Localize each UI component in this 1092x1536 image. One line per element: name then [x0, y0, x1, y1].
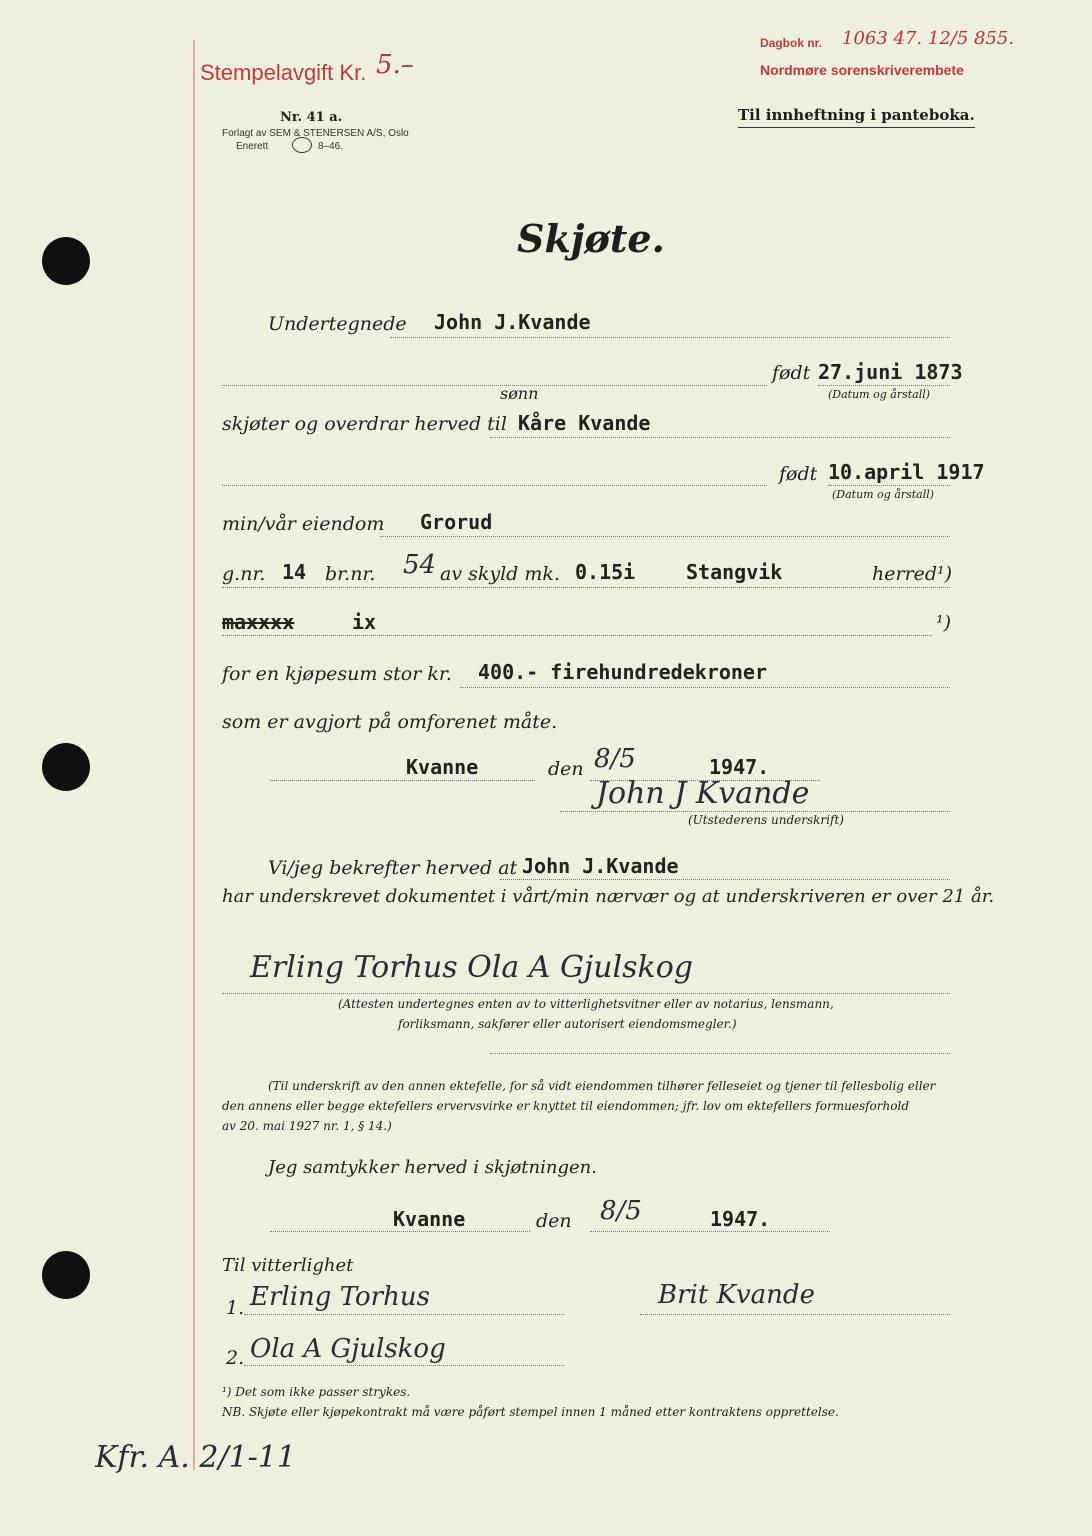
- skyld-value: 0.15i: [575, 560, 636, 584]
- punch-hole-1: [42, 237, 90, 285]
- footnote: ¹) Det som ikke passer strykes.: [222, 1385, 411, 1399]
- witness-2-line: [244, 1364, 564, 1366]
- journal-value: 1063 47. 12/5 855.: [842, 28, 1015, 49]
- seller-birth-date: 27.juni 1873: [818, 360, 963, 384]
- publisher-line-2: Enerett: [236, 141, 269, 152]
- buyer-name-line: [490, 436, 950, 438]
- property-label: min/vår eiendom: [222, 513, 385, 535]
- seller-born-label: født: [772, 362, 811, 384]
- attest-note-1: (Attesten undertegnes enten av to vitterlighetsvitner eller av notarius, lensmann,: [338, 997, 834, 1011]
- punch-hole-2: [42, 743, 90, 791]
- date-2-handwritten: 8/5: [600, 1196, 642, 1226]
- signature-line: [560, 810, 950, 812]
- seller-birth-line-left: [222, 384, 767, 386]
- seller-signature: John J Kvande: [596, 776, 810, 811]
- footnote-mark: ¹): [936, 612, 952, 634]
- issuer-hint: (Utstederens underskrift): [688, 813, 844, 827]
- spouse-note-3: av 20. mai 1927 nr. 1, § 14.): [222, 1119, 392, 1133]
- confirm-label: Vi/jeg bekrefter herved at: [268, 857, 518, 879]
- stamp-fee-label: Stempelavgift Kr.: [200, 60, 367, 85]
- punch-hole-3: [42, 1251, 90, 1299]
- witness-signature-line: [222, 992, 950, 994]
- second-row-line: [222, 634, 932, 636]
- price-line: [460, 686, 950, 688]
- property-line: [380, 535, 950, 537]
- publisher-line-1: Forlagt av SEM & STENERSEN A/S, Oslo: [222, 128, 409, 139]
- binding-note: Til innheftning i panteboka.: [738, 106, 975, 128]
- witness-1-number: 1.: [226, 1297, 245, 1319]
- gnr-label: g.nr.: [222, 563, 266, 585]
- publisher-logo-icon: [292, 137, 312, 153]
- confirm-line: [500, 878, 950, 880]
- journal-label: Dagbok nr.: [760, 36, 823, 50]
- witness-signatures: Erling Torhus Ola A Gjulskog: [250, 950, 693, 985]
- publisher-date: 8–46.: [318, 141, 344, 152]
- document-title: Skjøte.: [517, 216, 665, 261]
- second-row-text: ix: [352, 610, 377, 634]
- undersigned-name: John J.Kvande: [434, 310, 591, 334]
- buyer-birth-line: [828, 484, 950, 486]
- struck-text: maxxxx: [222, 610, 295, 634]
- property-name: Grorud: [420, 510, 493, 534]
- consent-label: Jeg samtykker herved i skjøtningen.: [268, 1157, 597, 1178]
- seller-birth-line: [818, 384, 950, 386]
- buyer-birth-date: 10.april 1917: [828, 460, 985, 484]
- herred-label: herred¹): [872, 563, 953, 585]
- date-handwritten: 8/5: [594, 744, 636, 774]
- attest-note-2: forliksmann, sakfører eller autorisert eiendomsmegler.): [398, 1017, 737, 1031]
- witness-1-line: [244, 1313, 564, 1315]
- witness-1-signature: Erling Torhus: [250, 1282, 430, 1312]
- buyer-date-hint: (Datum og årstall): [832, 488, 935, 501]
- place-line: [270, 779, 535, 781]
- buyer-born-label: født: [779, 463, 818, 485]
- form-number: Nr. 41 a.: [280, 110, 343, 125]
- gnr-value: 14: [282, 560, 307, 584]
- spouse-note-2: den annens eller begge ektefellers ervervsvirke er knyttet til eiendommen; jfr. lov om ektefellers formuesforhold: [222, 1099, 909, 1113]
- notary-line: [490, 1052, 950, 1054]
- insert-word: sønn: [500, 384, 539, 403]
- undersigned-line: [390, 336, 950, 338]
- year: 1947.: [709, 755, 770, 779]
- gnr-line: [222, 586, 950, 588]
- margin-note: Kfr. A. 2/1-11: [95, 1440, 296, 1475]
- den-label: den: [548, 758, 584, 780]
- witness-2-signature: Ola A Gjulskog: [250, 1334, 446, 1364]
- brnr-label: br.nr.: [325, 563, 376, 585]
- place-2: Kvanne: [393, 1207, 466, 1231]
- skyld-label: av skyld mk.: [440, 563, 560, 585]
- conveys-label: skjøter og overdrar herved til: [222, 413, 507, 435]
- witness-2-number: 2.: [226, 1347, 245, 1369]
- year-2: 1947.: [710, 1207, 771, 1231]
- brnr-value: 54: [403, 550, 437, 580]
- place: Kvanne: [406, 755, 479, 779]
- price-label: for en kjøpesum stor kr.: [222, 663, 452, 685]
- seller-date-hint: (Datum og årstall): [828, 388, 931, 401]
- buyer-name: Kåre Kvande: [518, 411, 651, 435]
- spouse-signature: Brit Kvande: [658, 1280, 815, 1310]
- place-2-line: [270, 1230, 530, 1232]
- nb-note: NB. Skjøte eller kjøpekontrakt må være påført stempel innen 1 måned etter kontraktens opprettelse.: [222, 1405, 839, 1419]
- stamp-fee-amount: 5.–: [376, 50, 414, 80]
- office-name: Nordmøre sorenskriverembete: [760, 62, 964, 78]
- spouse-note-1: (Til underskrift av den annen ektefelle, for så vidt eiendommen tilhører felleseiet og tjener til fellesbolig eller: [268, 1079, 936, 1093]
- price-value: 400.- firehundredekroner: [478, 660, 767, 684]
- confirm-name: John J.Kvande: [522, 854, 679, 878]
- den-label-2: den: [536, 1210, 572, 1232]
- herred-name: Stangvik: [686, 560, 783, 584]
- settled-label: som er avgjort på omforenet måte.: [222, 711, 558, 733]
- witness-heading: Til vitterlighet: [222, 1255, 354, 1276]
- margin-line: [193, 40, 195, 1470]
- undersigned-label: Undertegnede: [268, 313, 407, 335]
- confirm-text: har underskrevet dokumentet i vårt/min nærvær og at underskriveren er over 21 år.: [222, 886, 995, 907]
- date-2-line: [590, 1230, 830, 1232]
- spouse-signature-line: [640, 1313, 950, 1315]
- buyer-birth-line-left: [222, 484, 767, 486]
